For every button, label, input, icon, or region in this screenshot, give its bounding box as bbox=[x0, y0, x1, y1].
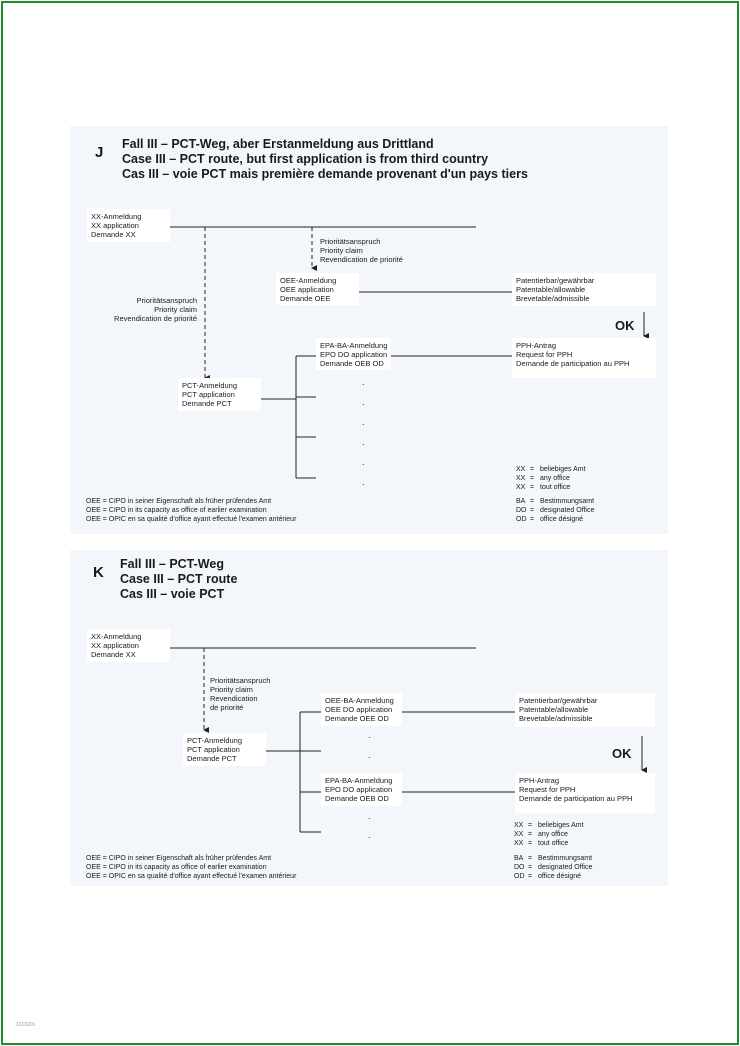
oee-do-application-box: OEE-BA-Anmeldung OEE DO application Demande OEE OD bbox=[321, 693, 402, 726]
title-fr: Cas III – voie PCT bbox=[120, 587, 225, 601]
pct-application-box: PCT-Anmeldung PCT application Demande PCT bbox=[183, 733, 266, 766]
ellipsis-dot: . bbox=[362, 417, 365, 427]
title-de: Fall III – PCT-Weg bbox=[120, 557, 224, 571]
legend-oee: OEE = CIPO in seiner Eigenschaft als früher prüfendes Amt OEE = CIPO in its capacity as office of earlier examination OEE = OPIC en sa qualité d'office ayant effectué l'examen antérieur bbox=[86, 498, 297, 523]
legend-codes: BA = Bestimmungsamt DO = designated Office OD = office désigné bbox=[516, 498, 595, 523]
ellipsis-dot: . bbox=[362, 397, 365, 407]
panel-badge: K bbox=[93, 564, 104, 581]
ellipsis-dot: . bbox=[368, 730, 371, 740]
title-en: Case III – PCT route bbox=[120, 572, 238, 586]
epa-do-application-box: EPA-BA-Anmeldung EPO DO application Demande OEB OD bbox=[321, 773, 402, 806]
priority-claim-label-pct: Prioritätsanspruch Priority claim Revendication de priorité bbox=[114, 296, 197, 323]
ok-label: OK bbox=[612, 746, 632, 761]
epa-do-application-box: EPA-BA-Anmeldung EPO DO application Demande OEB OD bbox=[316, 338, 391, 370]
title-fr: Cas III – voie PCT mais première demande provenant d'un pays tiers bbox=[122, 167, 528, 181]
pph-request-box: PPH-Antrag Request for PPH Demande de participation au PPH bbox=[512, 338, 656, 378]
ellipsis-dot: . bbox=[362, 457, 365, 467]
diagram-panel-j bbox=[70, 126, 668, 534]
ellipsis-dot: . bbox=[368, 830, 371, 840]
panel-badge: J bbox=[95, 144, 104, 161]
patentable-box: Patentierbar/gewährbar Patentable/allowable Brevetable/admissible bbox=[515, 693, 655, 727]
xx-application-box: XX-Anmeldung XX application Demande XX bbox=[87, 629, 170, 662]
ellipsis-dot: . bbox=[362, 377, 365, 387]
legend-oee: OEE = CIPO in seiner Eigenschaft als früher prüfendes Amt OEE = CIPO in its capacity as office of earlier examination OEE = OPIC en sa qualité d'office ayant effectué l'examen antérieur bbox=[86, 855, 297, 880]
ok-label: OK bbox=[615, 318, 635, 333]
panel-title bbox=[122, 137, 528, 182]
pct-application-box: PCT-Anmeldung PCT application Demande PCT bbox=[178, 378, 261, 411]
title-en: Case III – PCT route, but first application is from third country bbox=[122, 152, 489, 166]
oee-application-box: OEE-Anmeldung OEE application Demande OEE bbox=[276, 273, 359, 305]
ellipsis-dot: . bbox=[368, 811, 371, 821]
footer-code: 1016201 bbox=[16, 1022, 36, 1028]
ellipsis-dot: . bbox=[362, 437, 365, 447]
priority-claim-label: Prioritätsanspruch Priority claim Revendication de priorité bbox=[210, 676, 271, 712]
priority-claim-label-oee: Prioritätsanspruch Priority claim Revendication de priorité bbox=[320, 237, 403, 264]
legend-xx: XX = beliebiges Amt XX = any office XX = tout office bbox=[516, 466, 586, 491]
ellipsis-dot: . bbox=[368, 750, 371, 760]
pph-request-box: PPH-Antrag Request for PPH Demande de participation au PPH bbox=[515, 773, 655, 813]
xx-application-box: XX-Anmeldung XX application Demande XX bbox=[87, 209, 170, 242]
panel-title bbox=[120, 557, 237, 602]
legend-xx: XX = beliebiges Amt XX = any office XX = tout office bbox=[514, 822, 584, 847]
legend-codes: BA = Bestimmungsamt DO = designated Office OD = office désigné bbox=[514, 855, 593, 880]
patentable-box: Patentierbar/gewährbar Patentable/allowable Brevetable/admissible bbox=[512, 273, 656, 306]
title-de: Fall III – PCT-Weg, aber Erstanmeldung aus Drittland bbox=[122, 137, 434, 151]
ellipsis-dot: . bbox=[362, 477, 365, 487]
diagram-panel-k bbox=[70, 550, 668, 886]
